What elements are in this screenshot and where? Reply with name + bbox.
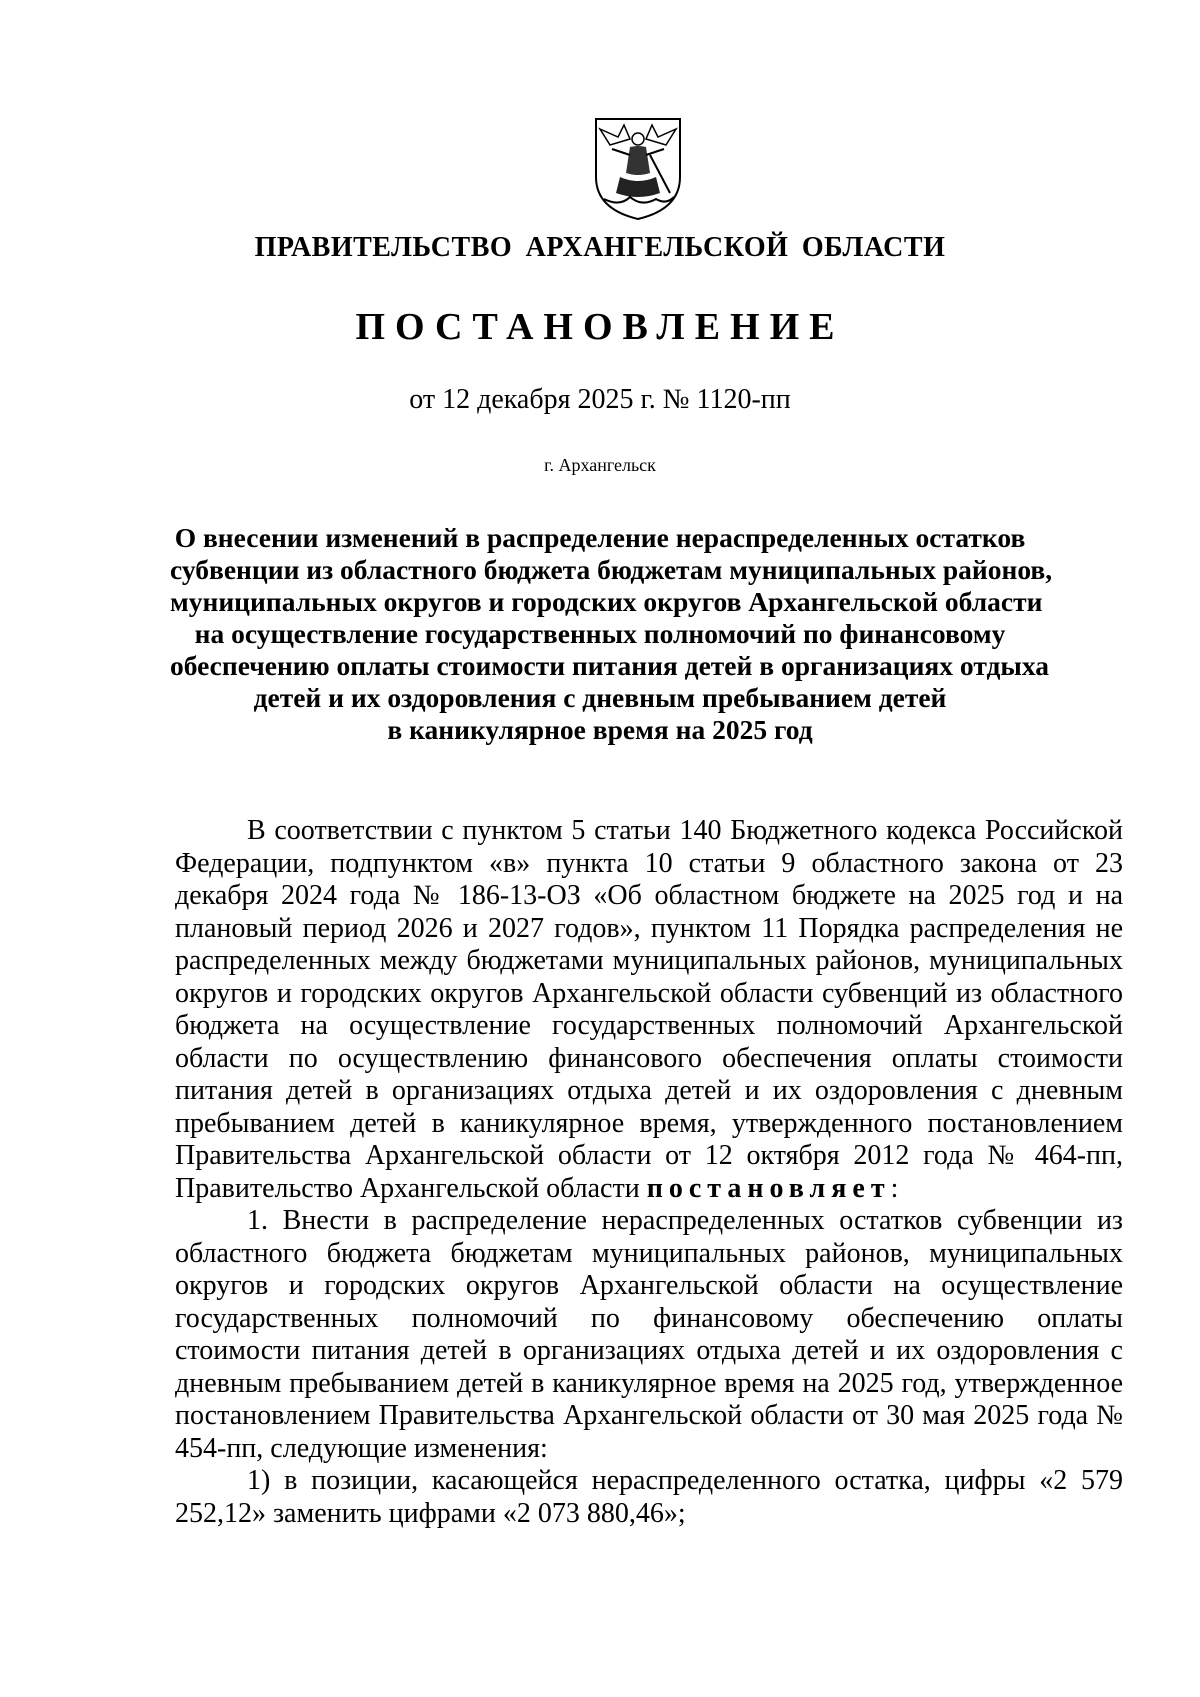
- decree-colon: :: [890, 1172, 899, 1204]
- subject-line: субвенции из областного бюджета бюджетам муниципальных районов,: [170, 554, 1053, 585]
- document-subject: [170, 522, 1053, 746]
- subject-line: детей и их оздоровления с дневным пребыванием детей: [253, 682, 947, 713]
- subject-line: в каникулярное время на 2025 год: [387, 714, 813, 745]
- preamble-text: В соответствии с пунктом 5 статьи 140 Бюджетного кодекса Российской Федерации, подпунктом «в» пункта 10 статьи 9 областного закона от 23 декабря 2024 года № 186-13-ОЗ «Об областном бюджете на 2025 год и на плановый период 2026 и 2027 годов», пунктом 11 Порядка распределения не распределенных между бюджетами муниципальных районов, муниципальных округов и городских округов Архангельской области субвенций из областного бюджета на осуществление государственных полномочий Архангельской области по осуществлению финансового обеспечения оплаты стоимости питания детей в организациях отдыха детей и их оздоровления с дневным пребыванием детей в каникулярное время, утвержденного постановлением Правительства Архангельской области от 12 октября 2012 года № 464-пп, Правительство Архангельской области: [175, 815, 1123, 1204]
- subject-line: на осуществление государственных полномочий по финансовому: [194, 618, 1006, 649]
- subject-line: муниципальных округов и городских округов Архангельской области: [170, 586, 1043, 617]
- item-1-1-paragraph: 1) в позиции, касающейся нераспределенного остатка, цифры «2 579 252,12» заменить цифрами «2 073 880,46»;: [175, 1465, 1123, 1529]
- decree-word: постановляет: [646, 1172, 891, 1204]
- preamble-paragraph: [175, 815, 1123, 1205]
- document-city: г. Архангельск: [544, 455, 656, 475]
- document-body: [175, 815, 1123, 1530]
- item-1-paragraph: 1. Внести в распределение нераспределенных остатков субвенции из областного бюджета бюджетам муниципальных районов, муниципальных округов и городских округов Архангельской области на осуществление государственных полномочий по финансовому обеспечению оплаты стоимости питания детей в организациях отдыха детей и их оздоровления с дневным пребыванием детей в каникулярное время на 2025 год, утвержденное постановлением Правительства Архангельской области от 30 мая 2025 года № 454-пп, следующие изменения:: [175, 1205, 1123, 1464]
- coat-of-arms-icon: [590, 115, 686, 223]
- subject-line: О внесении изменений в распределение нераспределенных остатков: [174, 522, 1026, 553]
- organization-name: ПРАВИТЕЛЬСТВО АРХАНГЕЛЬСКОЙ ОБЛАСТИ: [254, 232, 946, 263]
- document-date-number: от 12 декабря 2025 г. № 1120-пп: [409, 384, 791, 415]
- document-type: ПОСТАНОВЛЕНИЕ: [355, 306, 845, 348]
- subject-line: обеспечению оплаты стоимости питания детей в организациях отдыха: [170, 650, 1049, 681]
